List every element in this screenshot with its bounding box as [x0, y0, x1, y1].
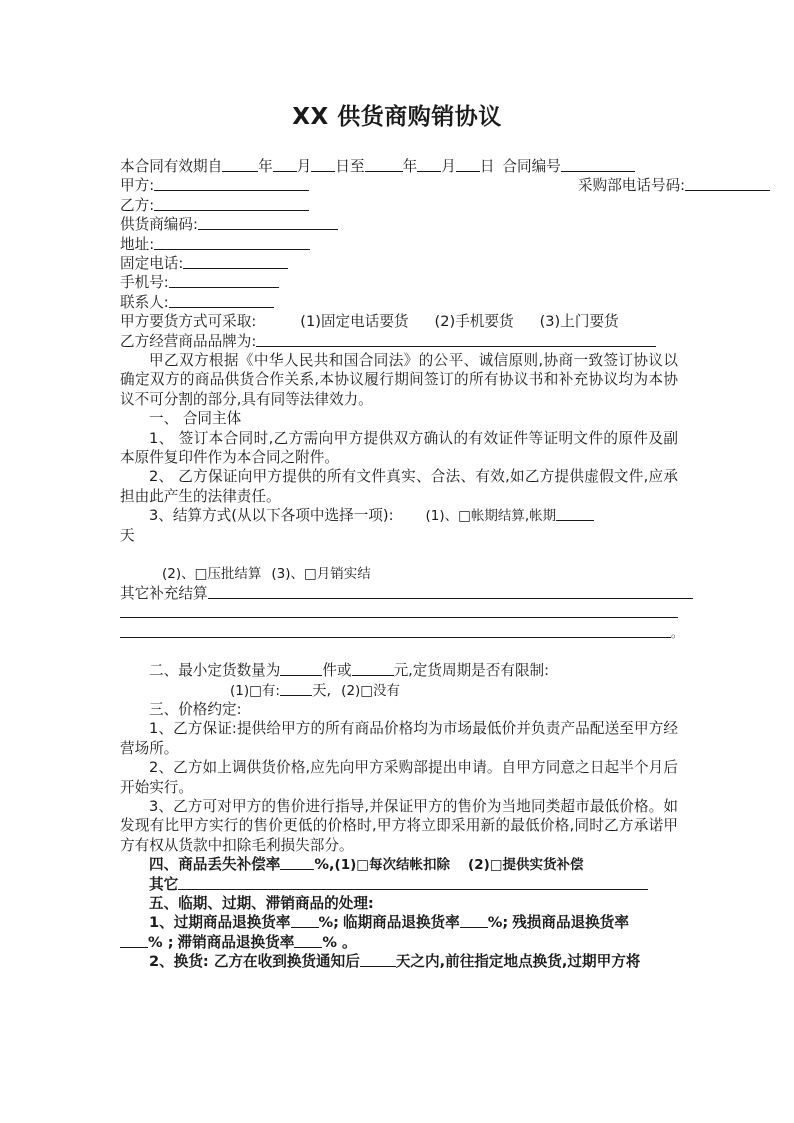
spacer-line-2	[120, 642, 678, 661]
supplier-code-label: 供货商编码:	[120, 216, 198, 234]
settlement-option-1[interactable]: (1)、□帐期结算,帐期	[425, 508, 557, 525]
order-cycle-option-1-unit: 天,	[311, 681, 332, 699]
month2-label: 月	[441, 158, 456, 175]
mobile-blank[interactable]	[169, 274, 279, 288]
section-2-heading-line	[120, 661, 678, 680]
document-body	[120, 157, 686, 972]
expired-return-rate-blank[interactable]	[291, 914, 319, 928]
year1-blank[interactable]	[222, 158, 258, 172]
month2-blank[interactable]	[417, 158, 441, 172]
section-5-clause-2-line	[120, 952, 678, 971]
contract-no-blank[interactable]	[561, 158, 635, 172]
settlement-other-line-2	[120, 603, 678, 622]
address-label: 地址:	[120, 235, 155, 253]
month1-blank[interactable]	[273, 158, 297, 172]
contact-label: 联系人:	[120, 293, 169, 311]
section-2-unit-money: 元,定货周期是否有限制:	[393, 662, 550, 680]
party-b-blank[interactable]	[154, 197, 309, 211]
min-order-qty-blank[interactable]	[280, 662, 322, 676]
day2-label: 日	[479, 158, 495, 175]
expired-return-rate-pct: %;	[318, 914, 339, 932]
settlement-lead: 3、结算方式(从以下各项中选择一项):	[149, 507, 394, 525]
order-method-2[interactable]: (2)手机要货	[434, 313, 514, 331]
settlement-option-3[interactable]: (3)、□月销实结	[271, 566, 371, 583]
contract-period-line	[120, 157, 678, 176]
year1-label: 年	[258, 158, 273, 175]
order-methods-line	[120, 312, 678, 331]
section-1-clause-2: 2、 乙方保证向甲方提供的所有文件真实、合法、有效,如乙方提供虚假文件,应承 担由此产生的法律责任。	[120, 468, 678, 505]
party-a-label: 甲方:	[120, 177, 155, 195]
section-5-heading: 五、临期、过期、滞销商品的处理:	[149, 895, 374, 913]
section-4-heading-prefix: 四、商品丢失补偿率	[149, 856, 281, 874]
day1-label: 日至	[335, 158, 365, 175]
contract-no-label: 合同编号	[502, 158, 561, 175]
contact-blank[interactable]	[169, 294, 274, 308]
order-method-1[interactable]: (1)固定电话要货	[300, 313, 409, 331]
section-3-clause-2: 2、乙方如上调供货价格,应先向甲方采购部提出申请。自甲方同意之日起半个月后开始实行。	[120, 759, 678, 796]
party-b-label: 乙方:	[120, 196, 155, 214]
section-2-options-line	[120, 681, 678, 700]
party-a-blank[interactable]	[154, 177, 309, 191]
order-cycle-days-blank[interactable]	[280, 682, 312, 696]
mobile-line	[120, 273, 678, 292]
section-5-clause-1-line-1	[120, 913, 678, 932]
exchange-clause-suffix: 天之内,前往指定地点换货,过期甲方将	[395, 953, 641, 971]
settlement-other-blank-2[interactable]	[120, 604, 678, 618]
contract-period-prefix: 本合同有效期自	[120, 158, 223, 175]
day1-blank[interactable]	[311, 158, 335, 172]
settlement-line-1	[120, 506, 678, 525]
section-4-other-label: 其它	[149, 875, 179, 893]
brand-label: 乙方经营商品品牌为:	[120, 332, 257, 350]
section-1-clause-1: 1、 签订本合同时,乙方需向甲方提供双方确认的有效证件等证明文件的原件及副本原件复印件作为本合同之附件。	[120, 429, 678, 466]
supplier-code-line	[120, 215, 678, 234]
landline-label: 固定电话:	[120, 254, 184, 272]
page-title: XX 供货商购销协议	[292, 104, 502, 130]
settlement-line-2	[120, 564, 678, 583]
loss-option-1[interactable]: (1)□每次结帐扣除	[334, 857, 451, 874]
contact-line	[120, 293, 678, 312]
order-cycle-option-2[interactable]: (2)□没有	[341, 682, 401, 699]
party-b-line	[120, 196, 678, 215]
order-methods-label: 甲方要货方式可采取:	[120, 313, 257, 331]
brand-blank[interactable]	[256, 333, 656, 347]
purchasing-phone-blank[interactable]	[685, 177, 770, 191]
landline-line	[120, 254, 678, 273]
section-2-heading-prefix: 二、最小定货数量为	[149, 662, 281, 680]
expired-return-rate-label: 1、过期商品退换货率	[149, 914, 291, 932]
section-4-percent: %,	[314, 856, 335, 874]
settlement-other-line-3	[120, 623, 684, 642]
section-1-heading: 一、 合同主体	[149, 410, 242, 428]
exchange-clause-prefix: 2、换货: 乙方在收到换货通知后	[149, 953, 360, 971]
section-5-clause-1-line-2	[120, 933, 678, 952]
section-4-heading-line	[120, 855, 678, 874]
settlement-other-blank-1[interactable]	[208, 585, 693, 599]
address-line	[120, 235, 678, 254]
settlement-period-blank[interactable]	[556, 507, 594, 521]
settlement-other-label: 其它补充结算	[120, 584, 208, 602]
settlement-option-2[interactable]: (2)、□压批结算	[162, 566, 262, 583]
order-method-3[interactable]: (3)上门要货	[539, 313, 619, 331]
slow-moving-return-rate-blank[interactable]	[294, 934, 322, 948]
spacer-line	[120, 545, 678, 564]
year2-blank[interactable]	[365, 158, 403, 172]
damaged-return-rate-blank[interactable]	[120, 934, 148, 948]
section-4-other-line	[120, 875, 678, 894]
preamble-paragraph: 甲乙双方根据《中华人民共和国合同法》的公平、诚信原则,协商一致签订协议以确定双方的商品供货合作关系,本协议履行期间签订的所有协议书和补充协议均为本协议不可分割的部分,具有同等法律效力。	[120, 351, 678, 408]
slow-moving-return-rate-label: 滞销商品退换货率	[177, 933, 295, 951]
order-cycle-option-1[interactable]: (1)□有:	[230, 682, 280, 699]
day2-blank[interactable]	[456, 158, 480, 172]
settlement-other-blank-3[interactable]	[120, 624, 671, 638]
purchasing-phone-group	[578, 176, 770, 195]
section-4-other-blank[interactable]	[178, 876, 648, 890]
address-blank[interactable]	[154, 236, 310, 250]
settlement-other-line-1	[120, 584, 678, 603]
exchange-days-blank[interactable]	[360, 953, 396, 967]
month1-label: 月	[296, 158, 312, 175]
section-3-heading: 三、价格约定:	[149, 701, 242, 719]
settlement-line-1-wrap	[120, 526, 678, 545]
near-expiry-return-rate-blank[interactable]	[460, 914, 488, 928]
settlement-end-mark: 。	[671, 625, 684, 640]
loss-option-2[interactable]: (2)□提供实货补偿	[468, 857, 584, 874]
min-order-amount-blank[interactable]	[352, 662, 394, 676]
settlement-option-1-unit: 天	[120, 526, 135, 544]
mobile-label: 手机号:	[120, 274, 169, 292]
party-a-line	[120, 176, 686, 195]
year2-label: 年	[402, 158, 418, 175]
purchasing-phone-label: 采购部电话号码:	[578, 177, 686, 195]
section-3-clause-1: 1、乙方保证:提供给甲方的所有商品价格均为市场最低价并负责产品配送至甲方经营场所。	[120, 720, 678, 757]
brand-line	[120, 332, 678, 351]
landline-blank[interactable]	[183, 255, 288, 269]
supplier-code-blank[interactable]	[198, 216, 338, 230]
loss-compensation-rate-blank[interactable]	[280, 856, 314, 870]
section-2-unit-piece: 件或	[322, 662, 352, 680]
damaged-return-rate-pct: % ;	[148, 933, 174, 951]
section-3-clause-3: 3、乙方可对甲方的售价进行指导,并保证甲方的售价为当地同类超市最低价格。如发现有比甲方实行的售价更低的价格时,甲方将立即采用新的最低价格,同时乙方承诺甲方有权从货款中扣除毛利损失部分。	[120, 798, 678, 854]
slow-moving-return-rate-pct: % 。	[322, 933, 357, 951]
damaged-return-rate-label: 残损商品退换货率	[512, 914, 629, 932]
near-expiry-return-rate-label: 临期商品退换货率	[342, 914, 460, 932]
near-expiry-return-rate-pct: %;	[487, 914, 509, 932]
